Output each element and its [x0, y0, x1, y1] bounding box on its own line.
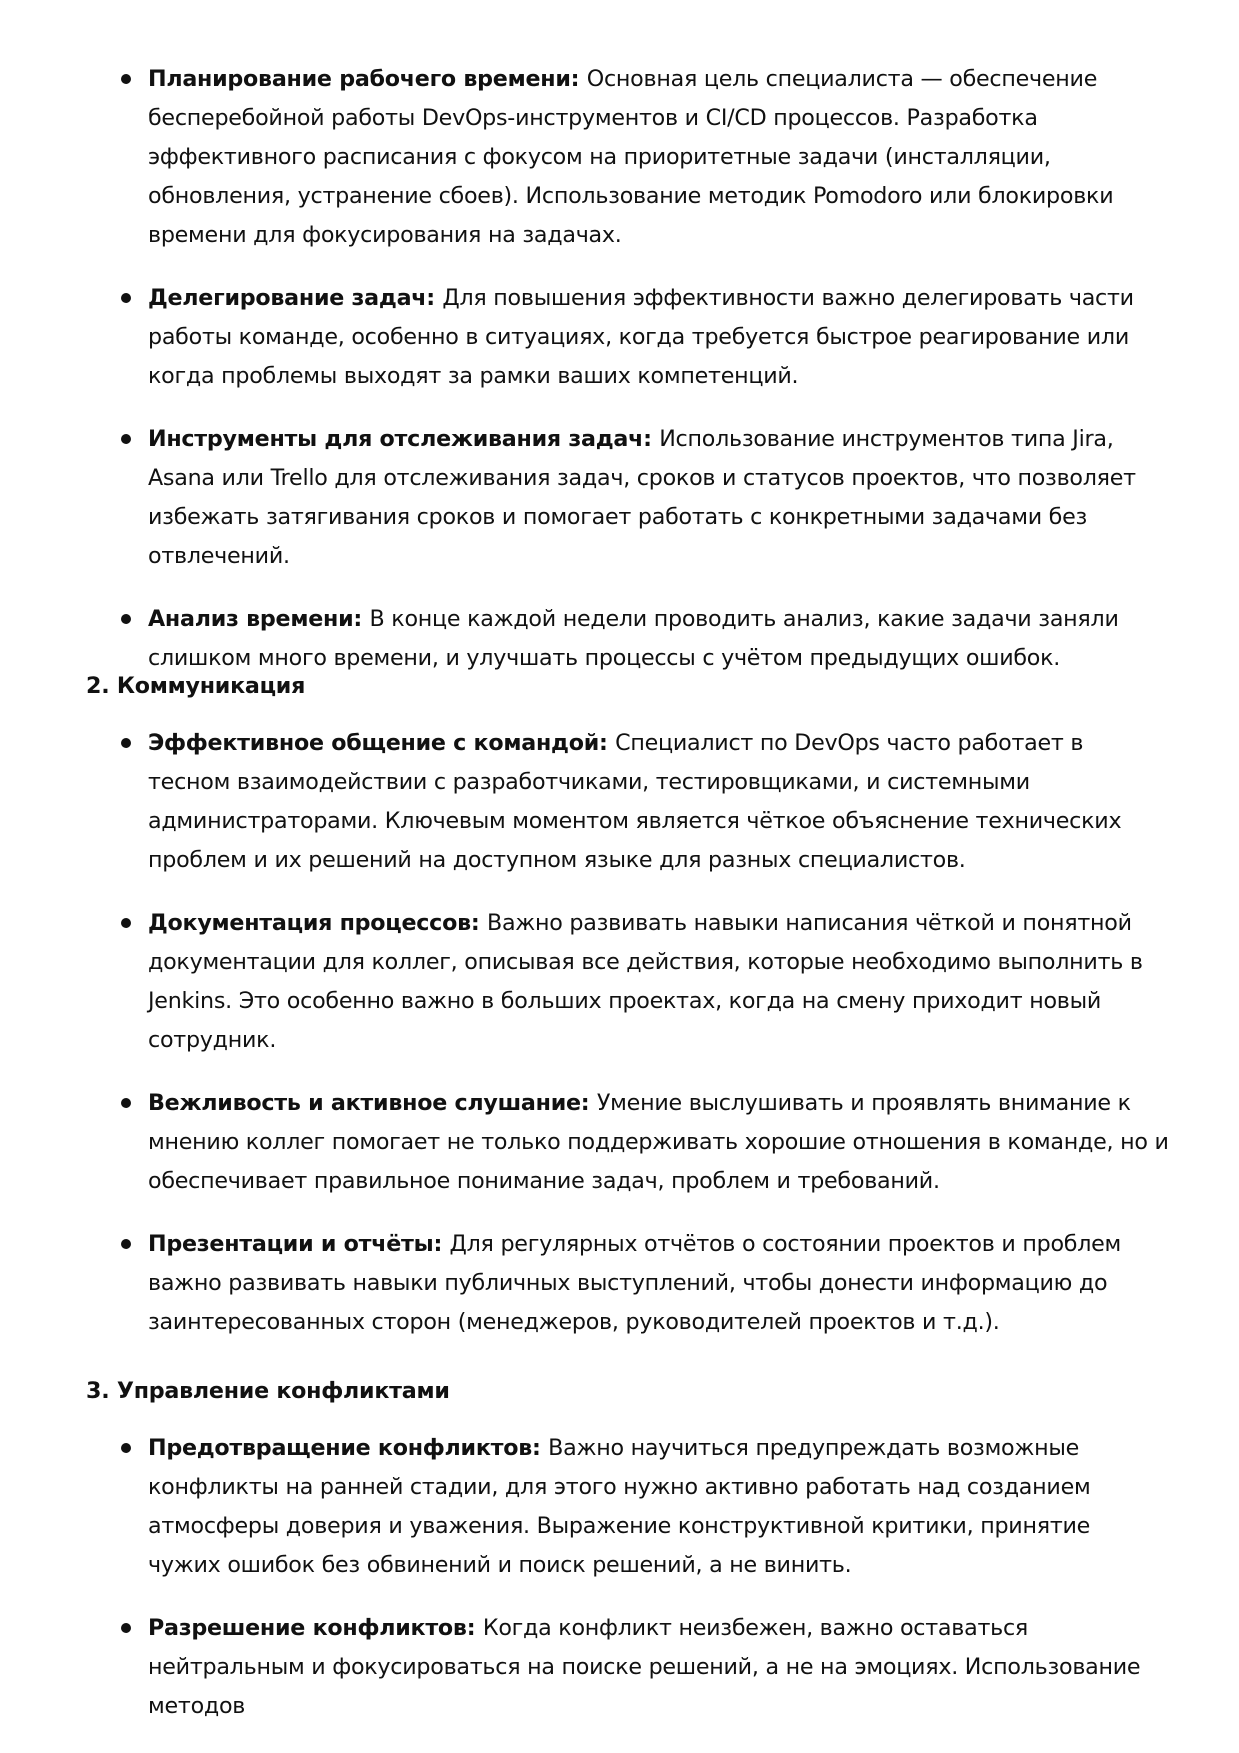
item-text: Умение выслушивать и проявлять внимание к мнению коллег помогает не только поддерживать хорошие отношения в команде, но и обеспечивает правильное понимание задач, проблем и требований.: [148, 1090, 1169, 1194]
item-text: Для повышения эффективности важно делегировать части работы команде, особенно в ситуациях, когда требуется быстрое реагирование или когда проблемы выходят за рамки ваших компетенций.: [148, 285, 1134, 389]
item-term: Документация процессов:: [148, 910, 487, 936]
list-item: [0, 1609, 1239, 1726]
bullet-icon: [121, 74, 131, 84]
bullet-icon: [121, 614, 131, 624]
list-item: [0, 420, 1239, 576]
bullet-icon: [121, 1623, 131, 1633]
bullet-icon: [121, 1098, 131, 1108]
item-text: Когда конфликт неизбежен, важно оставаться нейтральным и фокусироваться на поиске решений, а не на эмоциях. Использование методов: [148, 1615, 1141, 1719]
section-heading-communication: 2. Коммуникация: [86, 673, 306, 699]
list-item: [0, 1225, 1239, 1342]
item-term: Эффективное общение с командой:: [148, 730, 616, 756]
section-2-list: [0, 724, 1239, 1366]
section-heading-conflict-management: 3. Управление конфликтами: [86, 1378, 450, 1404]
item-text: Использование инструментов типа Jira, Asana или Trello для отслеживания задач, сроков и статусов проектов, что позволяет избежать затягивания сроков и помогает работать с конкретными задачами без отвлечений.: [148, 426, 1136, 569]
bullet-icon: [121, 293, 131, 303]
list-item: [0, 1429, 1239, 1585]
item-text: Специалист по DevOps часто работает в тесном взаимодействии с разработчиками, тестировщиками, и системными администраторами. Ключевым моментом является чёткое объяснение технических проблем и их решений на доступном языке для разных специалистов.: [148, 730, 1122, 873]
list-item: [0, 724, 1239, 880]
bullet-icon: [121, 918, 131, 928]
item-term: Презентации и отчёты:: [148, 1231, 450, 1257]
item-term: Предотвращение конфликтов:: [148, 1435, 549, 1461]
list-item: [0, 904, 1239, 1060]
list-item: [0, 1084, 1239, 1201]
item-text: Для регулярных отчётов о состоянии проектов и проблем важно развивать навыки публичных выступлений, чтобы донести информацию до заинтересованных сторон (менеджеров, руководителей проектов и т.д.).: [148, 1231, 1122, 1335]
item-term: Делегирование задач:: [148, 285, 443, 311]
bullet-icon: [121, 434, 131, 444]
item-term: Инструменты для отслеживания задач:: [148, 426, 660, 452]
list-item: [0, 60, 1239, 255]
item-text: Важно развивать навыки написания чёткой и понятной документации для коллег, описывая все действия, которые необходимо выполнить в Jenkins. Это особенно важно в больших проектах, когда на смену приходит новый сотрудник.: [148, 910, 1143, 1053]
item-term: Вежливость и активное слушание:: [148, 1090, 597, 1116]
bullet-icon: [121, 1239, 131, 1249]
item-text: Важно научиться предупреждать возможные конфликты на ранней стадии, для этого нужно активно работать над созданием атмосферы доверия и уважения. Выражение конструктивной критики, принятие чужих ошибок без обвинений и поиск решений, а не винить.: [148, 1435, 1091, 1578]
section-1-list: [0, 60, 1239, 702]
list-item: [0, 279, 1239, 396]
section-3-list: [0, 1429, 1239, 1750]
item-term: Анализ времени:: [148, 606, 370, 632]
item-text: В конце каждой недели проводить анализ, какие задачи заняли слишком много времени, и улучшать процессы с учётом предыдущих ошибок.: [148, 606, 1119, 671]
item-term: Планирование рабочего времени:: [148, 66, 587, 92]
bullet-icon: [121, 1443, 131, 1453]
item-term: Разрешение конфликтов:: [148, 1615, 483, 1641]
bullet-icon: [121, 738, 131, 748]
item-text: Основная цель специалиста — обеспечение бесперебойной работы DevOps-инструментов и CI/CD процессов. Разработка эффективного расписания с фокусом на приоритетные задачи (инсталляции, обновления, устранение сбоев). Использование методик Pomodoro или блокировки времени для фокусирования на задачах.: [148, 66, 1114, 248]
